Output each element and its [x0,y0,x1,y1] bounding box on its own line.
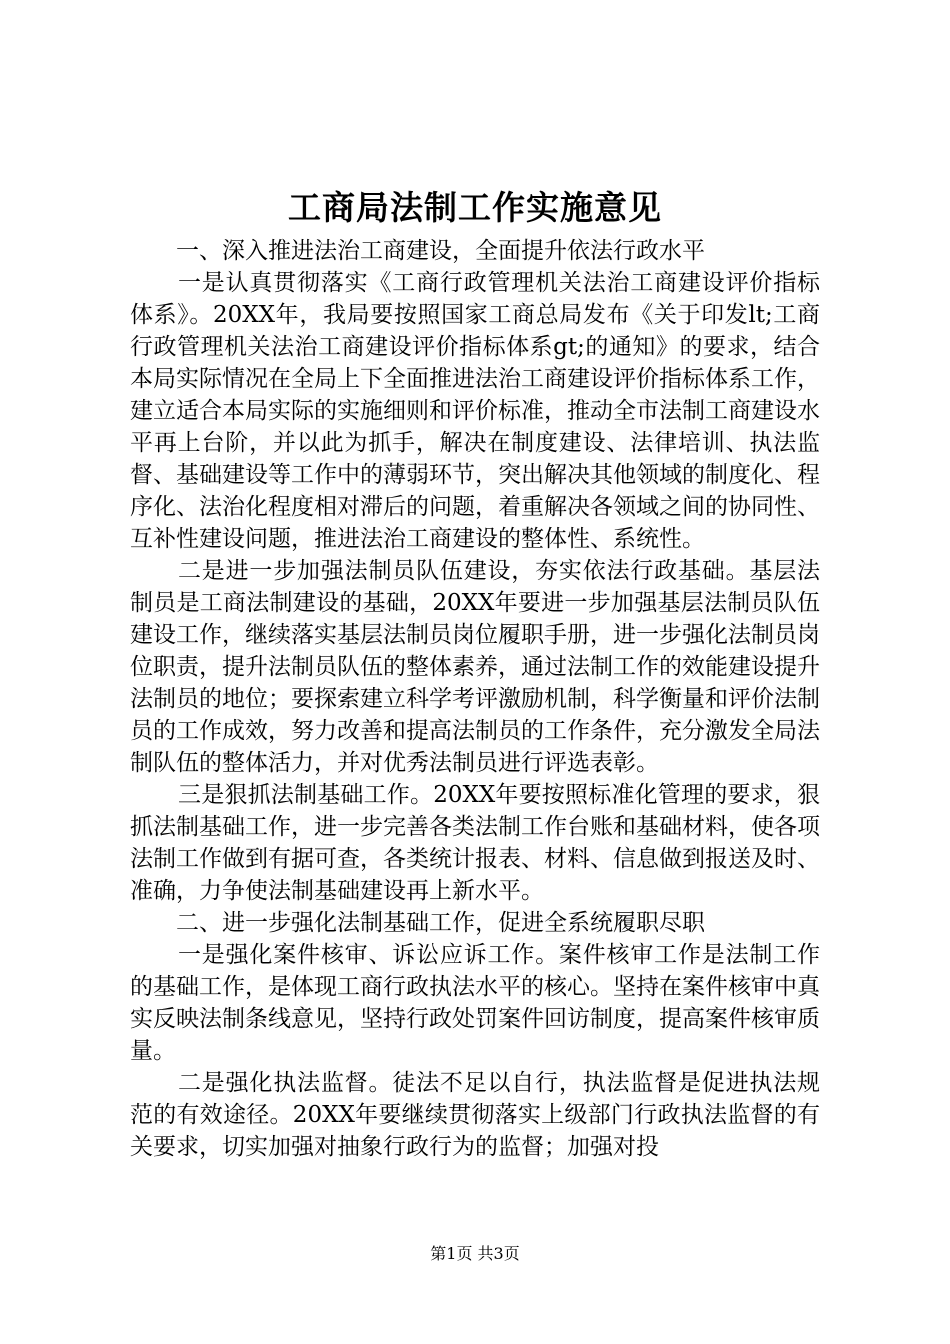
paragraph: 三是狠抓法制基础工作。20XX年要按照标准化管理的要求，狠抓法制基础工作，进一步完善各类法制工作台账和基础材料，使各项法制工作做到有据可查，各类统计报表、材料、信息做到报送及时、准确，力争使法制基础建设再上新水平。 [130,782,820,904]
page-footer: 第1页 共3页 [430,1244,520,1263]
paragraph: 一是强化案件核审、诉讼应诉工作。案件核审工作是法制工作的基础工作，是体现工商行政执法水平的核心。坚持在案件核审中真实反映法制条线意见，坚持行政处罚案件回访制度，提高案件核审质量。 [130,942,820,1064]
paragraph: 二是强化执法监督。徒法不足以自行，执法监督是促进执法规范的有效途径。20XX年要继续贯彻落实上级部门行政执法监督的有关要求，切实加强对抽象行政行为的监督；加强对投 [130,1070,820,1160]
section-heading-2: 二、进一步强化法制基础工作，促进全系统履职尽职 [176,910,705,936]
paragraph: 二是进一步加强法制员队伍建设，夯实依法行政基础。基层法制员是工商法制建设的基础，20XX年要进一步加强基层法制员队伍建设工作，继续落实基层法制员岗位履职手册，进一步强化法制员岗位职责，提升法制员队伍的整体素养，通过法制工作的效能建设提升法制员的地位；要探索建立科学考评激励机制，科学衡量和评价法制员的工作成效，努力改善和提高法制员的工作条件，充分激发全局法制队伍的整体活力，并对优秀法制员进行评选表彰。 [130,558,820,776]
document-title: 工商局法制工作实施意见 [288,188,662,227]
paragraph: 一是认真贯彻落实《工商行政管理机关法治工商建设评价指标体系》。20XX年，我局要按照国家工商总局发布《关于印发lt;工商行政管理机关法治工商建设评价指标体系gt;的通知》的要求，结合本局实际情况在全局上下全面推进法治工商建设评价指标体系工作，建立适合本局实际的实施细则和评价标准，推动全市法制工商建设水平再上台阶，并以此为抓手，解决在制度建设、法律培训、执法监督、基础建设等工作中的薄弱环节，突出解决其他领域的制度化、程序化、法治化程度相对滞后的问题，着重解决各领域之间的协同性、互补性建设问题，推进法治工商建设的整体性、系统性。 [130,270,820,552]
section-heading-1: 一、深入推进法治工商建设，全面提升依法行政水平 [176,238,705,264]
document-body [130,235,820,1163]
